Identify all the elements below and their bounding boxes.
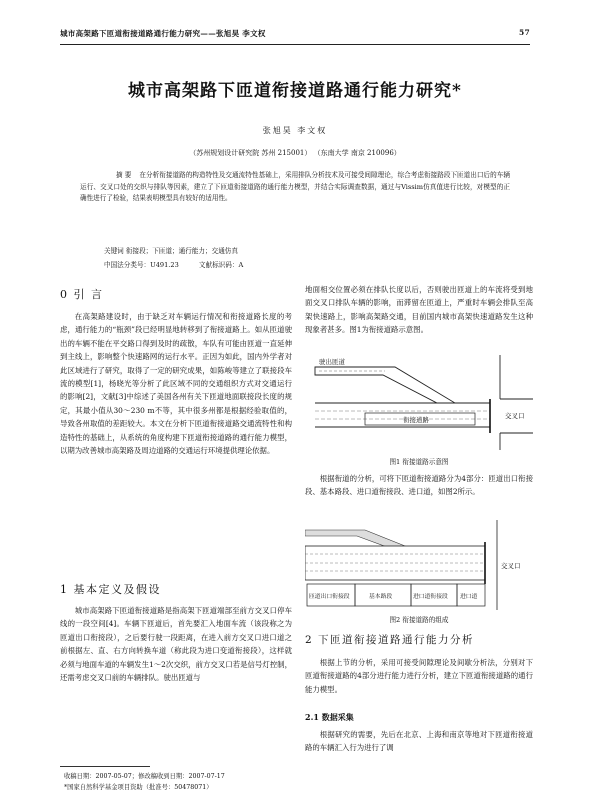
figure-2-caption: 图2 衔接道路的组成 [389, 616, 449, 624]
section-heading-definitions: 1 基本定义及假设 [60, 583, 161, 596]
paper-title: 城市高架路下匝道衔接道路通行能力研究* [128, 81, 462, 101]
fig2-segment-label-1: 匝道出口衔接段 [309, 594, 350, 600]
section-heading-introduction: 0 引 言 [60, 288, 104, 301]
classification [104, 259, 261, 269]
fig2-segment-label-3: 进口道衔接段 [413, 594, 448, 600]
footnote-rule [60, 766, 150, 767]
authors: 张旭昊 李文权 [262, 126, 328, 135]
running-header-text: 城市高架路下匝道衔接道路通行能力研究——张旭昊 李文权 [60, 29, 266, 38]
header-rule [60, 44, 530, 45]
abstract-text: 在分析衔接道路的构造特性及交通流特性基础上，采用排队分析技术及可接受间隙理论，综合考虑衔接路段下匝道出口后的车辆运行、交叉口处的交织与排队等因素，建立了下匝道衔接道路的通行能力模型，并结合实际调查数据，通过与Vissim仿真值进行比较，对模型的正确性进行了检验，结果表明模型具有较好的适用性。 [80, 171, 510, 202]
data-collection-paragraph: 根据研究的需要，先后在北京、上海和南京等地对下匝道衔接道路的车辆汇入行为进行了调 [305, 730, 533, 753]
after-figure-1-paragraph: 根据衔道的分析，可将下匝道衔接道路分为4部分：匝道出口衔接段、基本路段、进口道衔接段、进口道，如图2所示。 [305, 474, 533, 497]
affiliation: （苏州规划设计研究院 苏州 215001） （东南大学 南京 210096） [189, 149, 401, 157]
figure-1-link-road-diagram [305, 355, 533, 450]
intro-body [60, 310, 292, 457]
definitions-body [60, 604, 292, 684]
data-collection-body [305, 728, 533, 755]
capacity-paragraph: 根据上节的分析，采用可接受间隙理论及间歇分析法，分别对下匝道衔接道路的4部分进行能力进行分析，建立下匝道衔接道路的通行能力模型。 [305, 658, 533, 694]
keywords: 关键词 衔接段；下匝道；通行能力；交通仿真 [104, 247, 238, 255]
ramp-shape [315, 367, 455, 403]
abstract [80, 170, 510, 205]
page-number: 57 [518, 28, 530, 37]
section-heading-capacity: 2 下匝道衔接道路通行能力分析 [305, 634, 475, 646]
fig1-label-intersection: 交叉口 [505, 412, 525, 420]
right-top-body [305, 283, 533, 337]
fig1-label-ramp: 驶出匝道 [319, 358, 345, 366]
capacity-body [305, 656, 533, 696]
hatched-road [305, 546, 485, 580]
footnote-received: 收稿日期：2007-05-07；修改稿收到日期：2007-07-17 [64, 773, 225, 780]
fig2-segment-label-4: 进口道 [460, 594, 478, 600]
definitions-paragraph: 城市高架路下匝道衔接道路是指高架下匝道端部至前方交叉口停车线的一段空间[4]。车辆下匝道后，首先要汇入地面车流（该段称之为匝道出口衔接段），之后要行驶一段距离，在进入前方交叉口进口道之前根据左、直、右方向转换车道（称此段为进口变道衔接段），这样就必须与地面车道的车辆发生1～2次交织，前方交叉口若是信号灯控制，还需考虑交叉口前的车辆排队。驶出匝道与 [60, 606, 292, 683]
subsection-heading-data: 2.1 数据采集 [305, 712, 354, 722]
right-top-paragraph: 地面相交位置必须在排队长度以后，否则驶出匝道上的车流将受到地面交叉口排队车辆的影响，而滞留在匝道上，严重时车辆会排队至高架快速路上，影响高架路交通，目前国内城市高架快速道路发生这种现象者甚多。图1为衔接道路示意图。 [305, 285, 533, 335]
abstract-label: 摘 要 [116, 171, 132, 179]
document-code: 文献标识码：A [198, 261, 244, 269]
figure-1-caption: 图1 衔接道路示意图 [389, 458, 449, 466]
running-header [60, 28, 530, 39]
after-figure-1-body [305, 472, 533, 499]
fig2-segment-label-2: 基本路段 [369, 594, 393, 600]
figure-2-link-road-composition [305, 520, 533, 610]
footnote-funding: *国家自然科学基金项目资助（批准号：50478071） [64, 784, 213, 791]
fig1-label-link: 衔接道路 [403, 416, 429, 424]
intro-paragraph: 在高架路建设时，由于缺乏对车辆运行情况和衔接道路长度的考虑，通行能力的“瓶颈”段已经明显地转移到了衔接道路上。如从匝道驶出的车辆不能在平交路口得到及时的疏散，车队有可能由匝道一直延伸到主线上，影响整个快速路网的运行水平。正因为如此，国内外学者对此区域进行了研究，取得了一定的研究成果，如陈峻等建立了联接段车流的模型[1]，杨晓光等分析了此区域不同的交通组织方式对交通运行的影响[2]，文献[3]中综述了美国各州有关下匝道地面联接段长度的规定，其最小值从30～230 m不等，其中很多州都是根据经验取值的，导致各州取值的差距较大。本文在分析下匝道衔接道路交通流特性和构造特性的基础上，从系统的角度构建下匝道衔接道路的通行能力模型，以期为改善城市高架路及周边道路的交通运行环境提供理论依据。 [60, 312, 292, 456]
clc-number: 中国法分类号：U491.23 [104, 261, 179, 269]
fig2-label-intersection: 交叉口 [501, 562, 521, 570]
